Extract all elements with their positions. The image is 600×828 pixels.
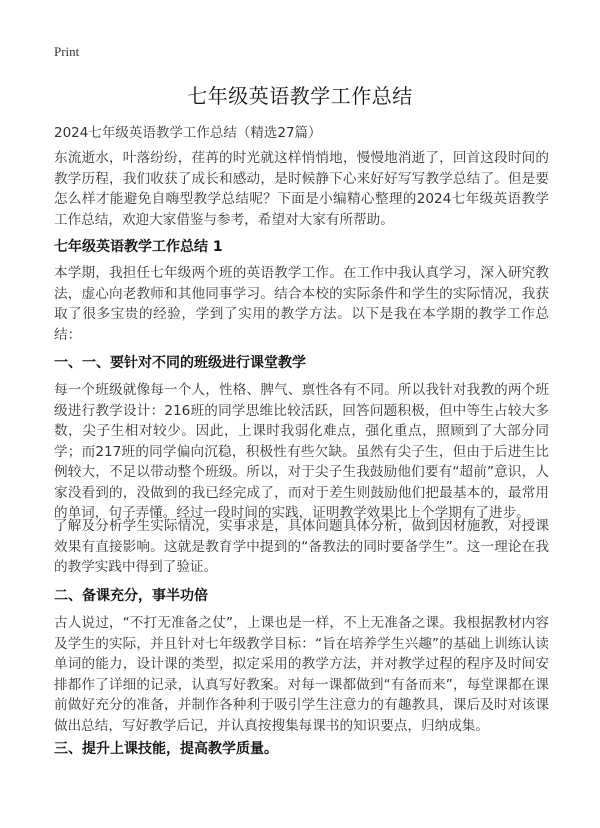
article-subtitle: 2024七年级英语教学工作总结（精选27篇） [54,125,322,141]
subsection-1-paragraph-2: 了解及分析学生实际情况，实事求是，具体问题具体分析，做到因材施教，对授课效果有直接影响。这就是教育学中提到的“备教法的同时要备学生”。这一理论在我的教学实践中得到了验证。 [54,518,549,575]
page-title: 七年级英语教学工作总结 [187,84,413,108]
subsection-heading-2: 二、备课充分，事半功倍 [54,588,208,604]
subsection-heading-3: 三、提升上课技能，提高教学质量。 [54,741,278,757]
section-heading-1: 七年级英语教学工作总结 1 [54,239,223,255]
subsection-1-paragraph-1: 每一个班级就像每一个人，性格、脾气、禀性各有不同。所以我针对我教的两个班级进行教学设计：216班的同学思维比较活跃，回答问题积极，但中等生占较大多数，尖子生相对较少。因此，上课时我弱化难点，强化重点，照顾到了大部分同学；而217班的同学偏向沉稳，积极性有些欠缺。虽然有尖子生，但由于后进生比例较大，不足以带动整个班级。所以，对于尖子生我鼓励他们要有“超前”意识，人家没看到的，没做到的我已经完成了，而对于差生则鼓励他们把最基本的，最常用的单词，句子弄懂。经过一段时间的实践，证明教学效果比上个学期有了进步。 [54,382,549,521]
print-link[interactable]: Print [54,44,80,59]
subsection-heading-1: 一、一、要针对不同的班级进行课堂教学 [54,355,306,371]
intro-paragraph: 东流逝水，叶落纷纷，荏苒的时光就这样悄悄地，慢慢地消逝了，回首这段时间的教学历程，我们收获了成长和感动，是时候静下心来好好写写教学总结了。但是要怎么样才能避免自嗨型教学总结呢？下面是小编精心整理的2024七年级英语教学工作总结，欢迎大家借鉴与参考，希望对大家有所帮助。 [54,150,549,228]
section-1-paragraph: 本学期，我担任七年级两个班的英语教学工作。在工作中我认真学习，深入研究教法，虚心向老教师和其他同事学习。结合本校的实际条件和学生的实际情况，我获取了很多宝贵的经验，学到了实用的教学方法。以下是我在本学期的教学工作总结： [54,265,549,343]
subsection-2-paragraph: 古人说过，“不打无准备之仗”，上课也是一样，不上无准备之课。我根据教材内容及学生的实际，并且针对七年级教学目标：“旨在培养学生兴趣”的基础上训练认读单词的能力，设计课的类型，拟定采用的教学方法，并对教学过程的程序及时间安排都作了详细的记录，认真写好教案。对每一课都做到“有备而来”，每堂课都在课前做好充分的准备，并制作各种利于吸引学生注意力的有趣教具，课后及时对该课做出总结，写好教学后记，并认真按搜集每课书的知识要点，归纳成集。 [54,615,549,734]
